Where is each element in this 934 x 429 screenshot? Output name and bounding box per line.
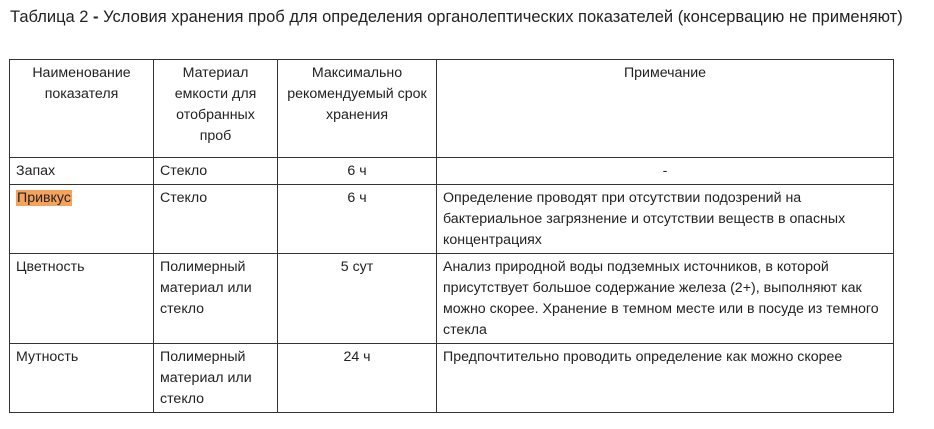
cell-note: - (437, 158, 894, 185)
cell-container-material: Стекло (154, 158, 278, 185)
header-container-material: Материал емкости для отобранных проб (154, 60, 278, 158)
header-storage-term: Максимально рекомендуемый срок хранения (278, 60, 437, 158)
table-row (10, 254, 894, 344)
cell-indicator-name: Цветность (10, 254, 154, 344)
highlighted-text: Привкус (17, 190, 71, 206)
cell-indicator-name (10, 185, 154, 254)
cell-note: Анализ природной воды подземных источников, в которой присутствует большое содержание железа (2+), выполняют как можно скорее. Хранение в темном месте или в посуде из темного стекла (437, 254, 894, 344)
cell-indicator-name: Мутность (10, 344, 154, 413)
cell-note: Предпочтительно проводить определение как можно скорее (437, 344, 894, 413)
cell-container-material: Полимерный материал или стекло (154, 254, 278, 344)
cell-storage-term: 6 ч (278, 158, 437, 185)
table-row (10, 158, 894, 185)
cell-container-material: Стекло (154, 185, 278, 254)
table-caption (10, 6, 915, 28)
cell-storage-term: 24 ч (278, 344, 437, 413)
table-row (10, 185, 894, 254)
caption-text: Условия хранения проб для определения органолептических показателей (консервацию не применяют) (103, 8, 903, 26)
cell-storage-term: 6 ч (278, 185, 437, 254)
caption-prefix: Таблица 2 (10, 8, 89, 26)
storage-conditions-table (9, 59, 894, 413)
caption-dash: - (88, 8, 104, 26)
cell-storage-term: 5 сут (278, 254, 437, 344)
cell-note: Определение проводят при отсутствии подозрений на бактериальное загрязнение и отсутствии веществ в опасных концентрациях (437, 185, 894, 254)
header-note: Примечание (437, 60, 894, 158)
cell-container-material: Полимерный материал или стекло (154, 344, 278, 413)
header-indicator-name: Наименование показателя (10, 60, 154, 158)
table-row (10, 344, 894, 413)
table-header-row (10, 60, 894, 158)
cell-indicator-name: Запах (10, 158, 154, 185)
